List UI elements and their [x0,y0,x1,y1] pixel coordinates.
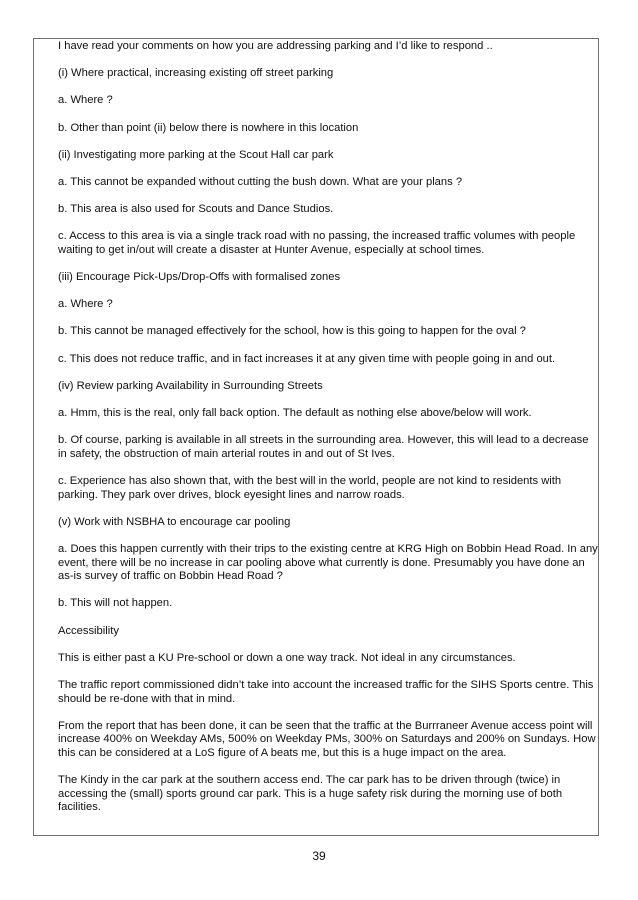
document-body [58,40,600,828]
paragraph-intro: I have read your comments on how you are addressing parking and I’d like to respond .. [58,40,493,52]
paragraph-iii-b: b. This cannot be managed effectively for the school, how is this going to happen for the oval ? [58,325,526,338]
paragraph-iv-a: a. Hmm, this is the real, only fall back option. The default as nothing else above/below will work. [58,407,532,420]
heading-item-iii: (iii) Encourage Pick-Ups/Drop-Offs with formalised zones [58,271,341,284]
paragraph-accessibility-2: The traffic report commissioned didn’t take into account the increased traffic for the SIHS Sports centre. This should be re-done with that in mind. [58,678,594,705]
paragraph-iii-c: c. This does not reduce traffic, and in fact increases it at any given time with people going in and out. [58,352,556,365]
heading-item-ii: (ii) Investigating more parking at the Scout Hall car park [58,148,334,161]
paragraph-ii-b: b. This area is also used for Scouts and Dance Studios. [58,203,334,216]
paragraph-accessibility-3: From the report that has been done, it can be seen that the traffic at the Burrraneer Avenue access point will increase 400% on Weekday AMs, 500% on Weekday PMs, 300% on Saturdays and 200% on Sundays. How this can be considered at a LoS figure of A beats me, but this is a huge impact on the area. [58,719,596,759]
paragraph-iv-b: b. Of course, parking is available in all streets in the surrounding area. However, this will lead to a decrease in safety, the obstruction of main arterial routes in and out of St Ives. [58,434,589,460]
paragraph-ii-a: a. This cannot be expanded without cutting the bush down. What are your plans ? [58,175,463,188]
paragraph-iv-c: c. Experience has also shown that, with the best will in the world, people are not kind to residents with parking. They park over drives, block eyesight lines and narrow roads. [58,475,562,501]
paragraph-iii-a: a. Where ? [58,298,113,311]
heading-item-iv: (iv) Review parking Availability in Surrounding Streets [58,379,323,392]
paragraph-v-b: b. This will not happen. [58,597,173,610]
paragraph-accessibility-4: The Kindy in the car park at the southern access end. The car park has to be driven through (twice) in accessing the (small) sports ground car park. This is a huge safety risk during the morning use of both facilities. [58,774,563,814]
page-number: 39 [312,849,326,863]
paragraph-ii-c: c. Access to this area is via a single track road with no passing, the increased traffic volumes with people waiting to get in/out will create a disaster at Hunter Avenue, especially at school times. [58,230,576,256]
heading-item-i: (i) Where practical, increasing existing off street parking [58,67,334,80]
heading-accessibility: Accessibility [58,624,119,637]
paragraph-i-a: a. Where ? [58,94,113,107]
paragraph-v-a: a. Does this happen currently with their trips to the existing centre at KRG High on Bobbin Head Road. In any event, there will be no increase in car pooling above what currently is done. Presumably you have done an as-is survey of traffic on Bobbin Head Road ? [58,542,598,583]
paragraph-accessibility-1: This is either past a KU Pre-school or down a one way track. Not ideal in any circumstances. [58,651,516,664]
paragraph-i-b: b. Other than point (ii) below there is nowhere in this location [58,121,359,134]
heading-item-v: (v) Work with NSBHA to encourage car pooling [58,515,291,528]
